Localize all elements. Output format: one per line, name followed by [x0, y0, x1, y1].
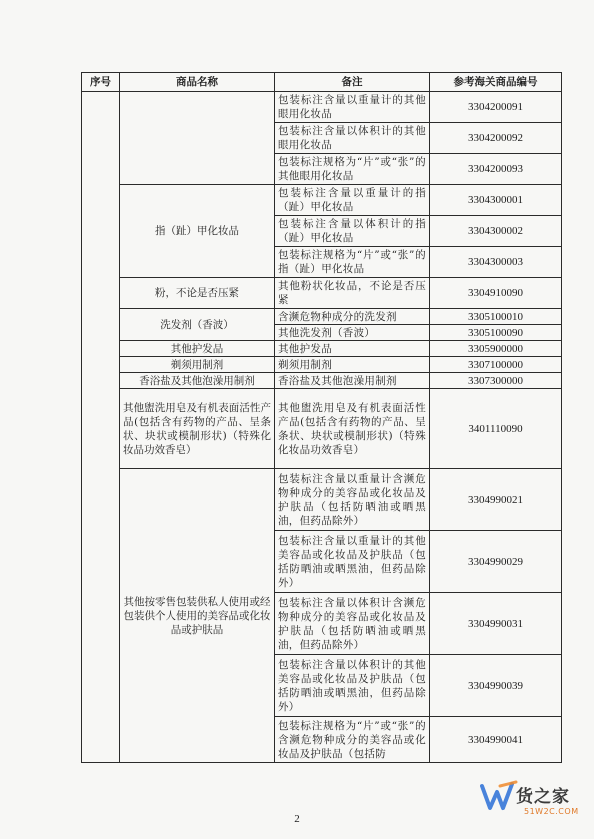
table-row	[82, 92, 562, 123]
code-cell: 3304300002	[430, 216, 562, 247]
header-code: 参考海关商品编号	[430, 73, 562, 92]
remark-cell: 包装标注含量以体积计的其他眼用化妆品	[275, 123, 430, 154]
name-cell: 香浴盐及其他泡澡用制剂	[120, 373, 275, 389]
page-number: 2	[294, 813, 300, 825]
remark-cell: 包装标注含量以重量计含濒危物种成分的美容品或化妆品及护肤品（包括防晒油或晒黑油，但药品除外）	[275, 469, 430, 531]
table-row	[82, 469, 562, 531]
remark-cell: 香浴盐及其他泡澡用制剂	[275, 373, 430, 389]
name-cell: 其他盥洗用皂及有机表面活性产品(包括含有药物的产品、呈条状、块状或模制形状)（特殊化妆品功效香皂）	[120, 389, 275, 469]
header-remark: 备注	[275, 73, 430, 92]
header-seq: 序号	[82, 73, 120, 92]
table-row	[82, 373, 562, 389]
code-cell: 3304200092	[430, 123, 562, 154]
watermark-brand: 货之家	[516, 787, 570, 807]
code-cell: 3304990041	[430, 717, 562, 763]
name-cell: 其他按零售包装供私人使用或经包装供个人使用的美容品或化妆品或护肤品	[120, 469, 275, 763]
name-cell: 其他护发品	[120, 341, 275, 357]
remark-cell: 包装标注含量以重量计的指（趾）甲化妆品	[275, 185, 430, 216]
remark-cell: 其他粉状化妆品，不论是否压紧	[275, 278, 430, 309]
goods-catalog-table	[81, 72, 562, 763]
code-cell: 3304990031	[430, 593, 562, 655]
remark-cell: 包装标注规格为“片”或“张”的其他眼用化妆品	[275, 154, 430, 185]
remark-cell: 包装标注含量以体积计的其他美容品或化妆品及护肤品（包括防晒油或晒黑油，但药品除外）	[275, 655, 430, 717]
remark-cell: 剃须用制剂	[275, 357, 430, 373]
code-cell: 3304990039	[430, 655, 562, 717]
code-cell: 3305900000	[430, 341, 562, 357]
table-row	[82, 309, 562, 325]
code-cell: 3304990029	[430, 531, 562, 593]
remark-cell: 包装标注含量以体积计含濒危物种成分的美容品或化妆品及护肤品（包括防晒油或晒黑油，但药品除外）	[275, 593, 430, 655]
code-cell: 3304200093	[430, 154, 562, 185]
remark-cell: 包装标注含量以重量计的其他美容品或化妆品及护肤品（包括防晒油或晒黑油，但药品除外）	[275, 531, 430, 593]
name-cell-eye-continued	[120, 92, 275, 185]
header-name: 商品名称	[120, 73, 275, 92]
remark-cell: 包装标注规格为“片”或“张”的含濒危物种成分的美容品或化妆品及护肤品（包括防	[275, 717, 430, 763]
code-cell: 3304910090	[430, 278, 562, 309]
code-cell: 3304300001	[430, 185, 562, 216]
remark-cell: 包装标注规格为“片”或“张”的指（趾）甲化妆品	[275, 247, 430, 278]
watermark-url: 51W2C.COM	[524, 807, 579, 816]
remark-cell: 含濒危物种成分的洗发剂	[275, 309, 430, 325]
watermark	[480, 780, 584, 830]
table-row	[82, 357, 562, 373]
table-header-row	[82, 73, 562, 92]
table-row	[82, 389, 562, 469]
remark-cell: 其他盥洗用皂及有机表面活性产品(包括含有药物的产品、呈条状、块状或模制形状)（特殊化妆品功效香皂）	[275, 389, 430, 469]
remark-cell: 其他洗发剂（香波）	[275, 325, 430, 341]
code-cell: 3304200091	[430, 92, 562, 123]
code-cell: 3305100010	[430, 309, 562, 325]
table-row	[82, 278, 562, 309]
remark-cell: 包装标注含量以重量计的其他眼用化妆品	[275, 92, 430, 123]
table-row	[82, 185, 562, 216]
seq-cell	[82, 92, 120, 763]
name-cell: 粉，不论是否压紧	[120, 278, 275, 309]
code-cell: 3305100090	[430, 325, 562, 341]
name-cell: 指（趾）甲化妆品	[120, 185, 275, 278]
name-cell: 洗发剂（香波）	[120, 309, 275, 341]
w-logo-icon	[480, 780, 518, 814]
code-cell: 3307300000	[430, 373, 562, 389]
code-cell: 3304990021	[430, 469, 562, 531]
code-cell: 3401110090	[430, 389, 562, 469]
remark-cell: 其他护发品	[275, 341, 430, 357]
table-row	[82, 341, 562, 357]
remark-cell: 包装标注含量以体积计的指（趾）甲化妆品	[275, 216, 430, 247]
code-cell: 3307100000	[430, 357, 562, 373]
name-cell: 剃须用制剂	[120, 357, 275, 373]
code-cell: 3304300003	[430, 247, 562, 278]
